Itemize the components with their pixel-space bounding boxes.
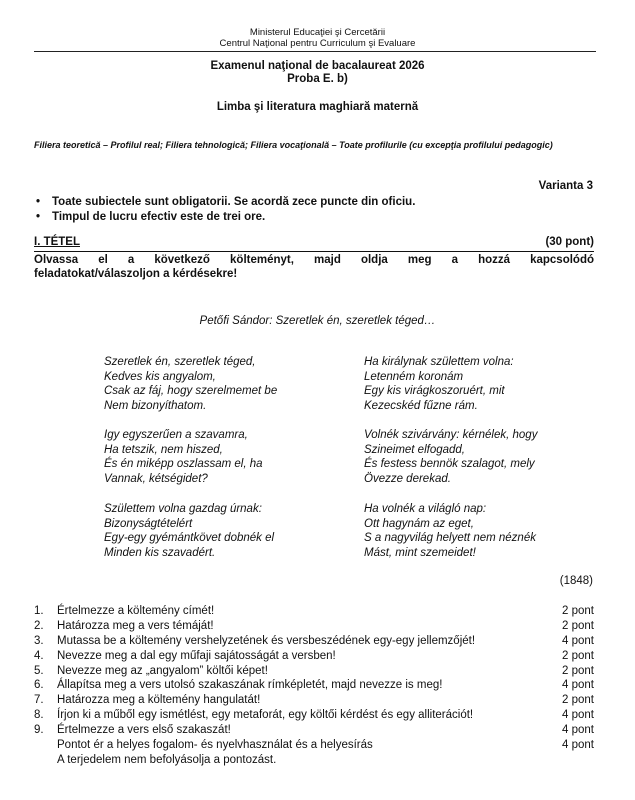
- task-text: Határozza meg a vers témáját!: [57, 619, 214, 632]
- task-text: Határozza meg a költemény hangulatát!: [57, 694, 261, 707]
- correctness-text: Pontot ér a helyes fogalom- és nyelvhasználat és a helyesírás: [57, 739, 373, 752]
- correctness-points: 4 pont: [562, 739, 594, 752]
- poem-stanza-5: [104, 502, 274, 560]
- task-points: 4 pont: [562, 679, 594, 692]
- task-item: [34, 634, 594, 649]
- task-item: [34, 708, 594, 723]
- poem-line: Bizonyságtételért: [104, 517, 193, 530]
- section-heading: [34, 236, 594, 252]
- task-number: 4.: [34, 649, 44, 662]
- task-number: 7.: [34, 694, 44, 707]
- task-item: [34, 693, 594, 708]
- task-text: Állapítsa meg a vers utolsó szakaszának rímképletét, majd nevezze is meg!: [57, 679, 443, 692]
- ministry-name: Ministerul Educaţiei şi Cercetării: [249, 27, 386, 38]
- poem-line: Egy-egy gyémántkövet dobnék el: [104, 532, 275, 545]
- poem-line: Mást, mint szemeidet!: [364, 546, 476, 559]
- filiera-text: Filiera teoretică – Profilul real; Filiera tehnologică; Filiera vocaţională – Toate profilurile (cu excepţia profilului pedagogic): [34, 140, 553, 150]
- variant-label: Varianta 3: [538, 180, 593, 192]
- poem-line: Ott hagynám az eget,: [364, 517, 474, 530]
- poem-line: Egy kis virágkoszoruért, mit: [364, 385, 505, 398]
- scoring-note: A terjedelem nem befolyásolja a pontozást.: [57, 753, 277, 766]
- section-instruction: [34, 253, 594, 281]
- poem-title: Petőfi Sándor: Szeretlek én, szeretlek téged…: [199, 315, 436, 327]
- task-points: 4 pont: [562, 634, 594, 647]
- poem-line: Ha tetszik, nem hiszed,: [104, 443, 223, 456]
- task-points: 2 pont: [562, 605, 594, 617]
- poem-line: Övezze derekad.: [364, 472, 451, 485]
- task-points: 2 pont: [562, 694, 594, 707]
- poem-line: Születtem volna gazdag úrnak:: [104, 503, 262, 515]
- poem-stanza-6: [364, 502, 536, 560]
- task-points: 4 pont: [562, 709, 594, 722]
- poem-stanza-1: [104, 355, 277, 413]
- exam-proba: Proba E. b): [287, 73, 348, 85]
- header-divider: [34, 51, 596, 52]
- task-text: Mutassa be a költemény vershelyzetének és versbeszédének egy-egy jellemzőjét!: [57, 634, 476, 647]
- poem-line: Ha királynak születtem volna:: [364, 356, 514, 368]
- rules-list: [34, 195, 415, 225]
- exam-subject: Limba şi literatura maghiară maternă: [216, 101, 419, 113]
- poem-line: És én miképp oszlassam el, ha: [104, 458, 263, 471]
- task-number: 9.: [34, 724, 44, 737]
- rule-item: • Timpul de lucru efectiv este de trei ore.: [34, 210, 415, 225]
- task-points: 2 pont: [562, 649, 594, 662]
- poem-line: Volnék szivárvány: kérnélek, hogy: [364, 429, 538, 441]
- task-number: 8.: [34, 709, 44, 722]
- task-item: [34, 649, 594, 664]
- poem-line: Vannak, kétségidet?: [104, 472, 208, 485]
- poem-line: S a nagyvilág helyett nem néznék: [364, 532, 536, 545]
- poem-line: Csak az fáj, hogy szerelmemet be: [104, 385, 278, 398]
- section-points: (30 pont): [545, 236, 594, 248]
- instruction-line: feladatokat/válaszoljon a kérdésekre!: [34, 268, 238, 280]
- task-item: [34, 678, 594, 693]
- rule-item: • Toate subiectele sunt obligatorii. Se acordă zece puncte din oficiu.: [34, 195, 415, 210]
- poem-stanza-4: [364, 428, 537, 486]
- poem-line: Kedves kis angyalom,: [104, 370, 216, 383]
- task-number: 5.: [34, 664, 44, 677]
- poem-line: Letenném koronám: [364, 370, 464, 383]
- correctness-row: [34, 738, 594, 753]
- poem-stanza-2: [364, 355, 514, 413]
- task-item: [34, 619, 594, 634]
- task-text: Értelmezze a költemény címét!: [57, 605, 215, 617]
- task-text: Nevezze meg az „angyalom” költői képet!: [57, 664, 268, 677]
- task-number: 3.: [34, 634, 44, 647]
- poem-line: Igy egyszerűen a szavamra,: [104, 429, 248, 441]
- poem-line: Szineimet elfogadd,: [364, 443, 466, 456]
- task-item: [34, 664, 594, 679]
- poem-line: Minden kis szavadért.: [104, 546, 216, 559]
- task-item: [34, 604, 594, 619]
- task-points: 2 pont: [562, 619, 594, 632]
- task-number: 2.: [34, 619, 44, 632]
- task-points: 4 pont: [562, 724, 594, 737]
- poem-year: (1848): [559, 575, 593, 587]
- task-text: Értelmezze a vers első szakaszát!: [57, 724, 231, 737]
- task-text: Nevezze meg a dal egy műfaji sajátosságát a versben!: [57, 649, 336, 662]
- section-title: I. TÉTEL: [34, 236, 80, 248]
- task-number: 6.: [34, 679, 44, 692]
- exam-title: Examenul naţional de bacalaureat 2026: [210, 60, 425, 72]
- poem-line: Szeretlek én, szeretlek téged,: [104, 356, 256, 368]
- task-list: [34, 604, 594, 768]
- center-name: Centrul Naţional pentru Curriculum şi Evaluare: [219, 38, 416, 49]
- task-text: Írjon ki a műből egy ismétlést, egy metaforát, egy költői kérdést és egy alliterációt!: [57, 709, 474, 722]
- poem-stanza-3: [104, 428, 263, 486]
- poem-line: Ha volnék a világló nap:: [364, 503, 487, 515]
- poem-line: Kezecskéd fűzne rám.: [364, 399, 478, 412]
- task-item: [34, 723, 594, 738]
- poem-line: És festess bennök szalagot, mely: [364, 458, 535, 471]
- instruction-line: Olvassa el a következő költeményt, majd oldja meg a hozzá kapcsolódó: [34, 254, 594, 266]
- task-number: 1.: [34, 605, 44, 617]
- poem-line: Nem bizonyíthatom.: [104, 399, 207, 412]
- task-points: 2 pont: [562, 664, 594, 677]
